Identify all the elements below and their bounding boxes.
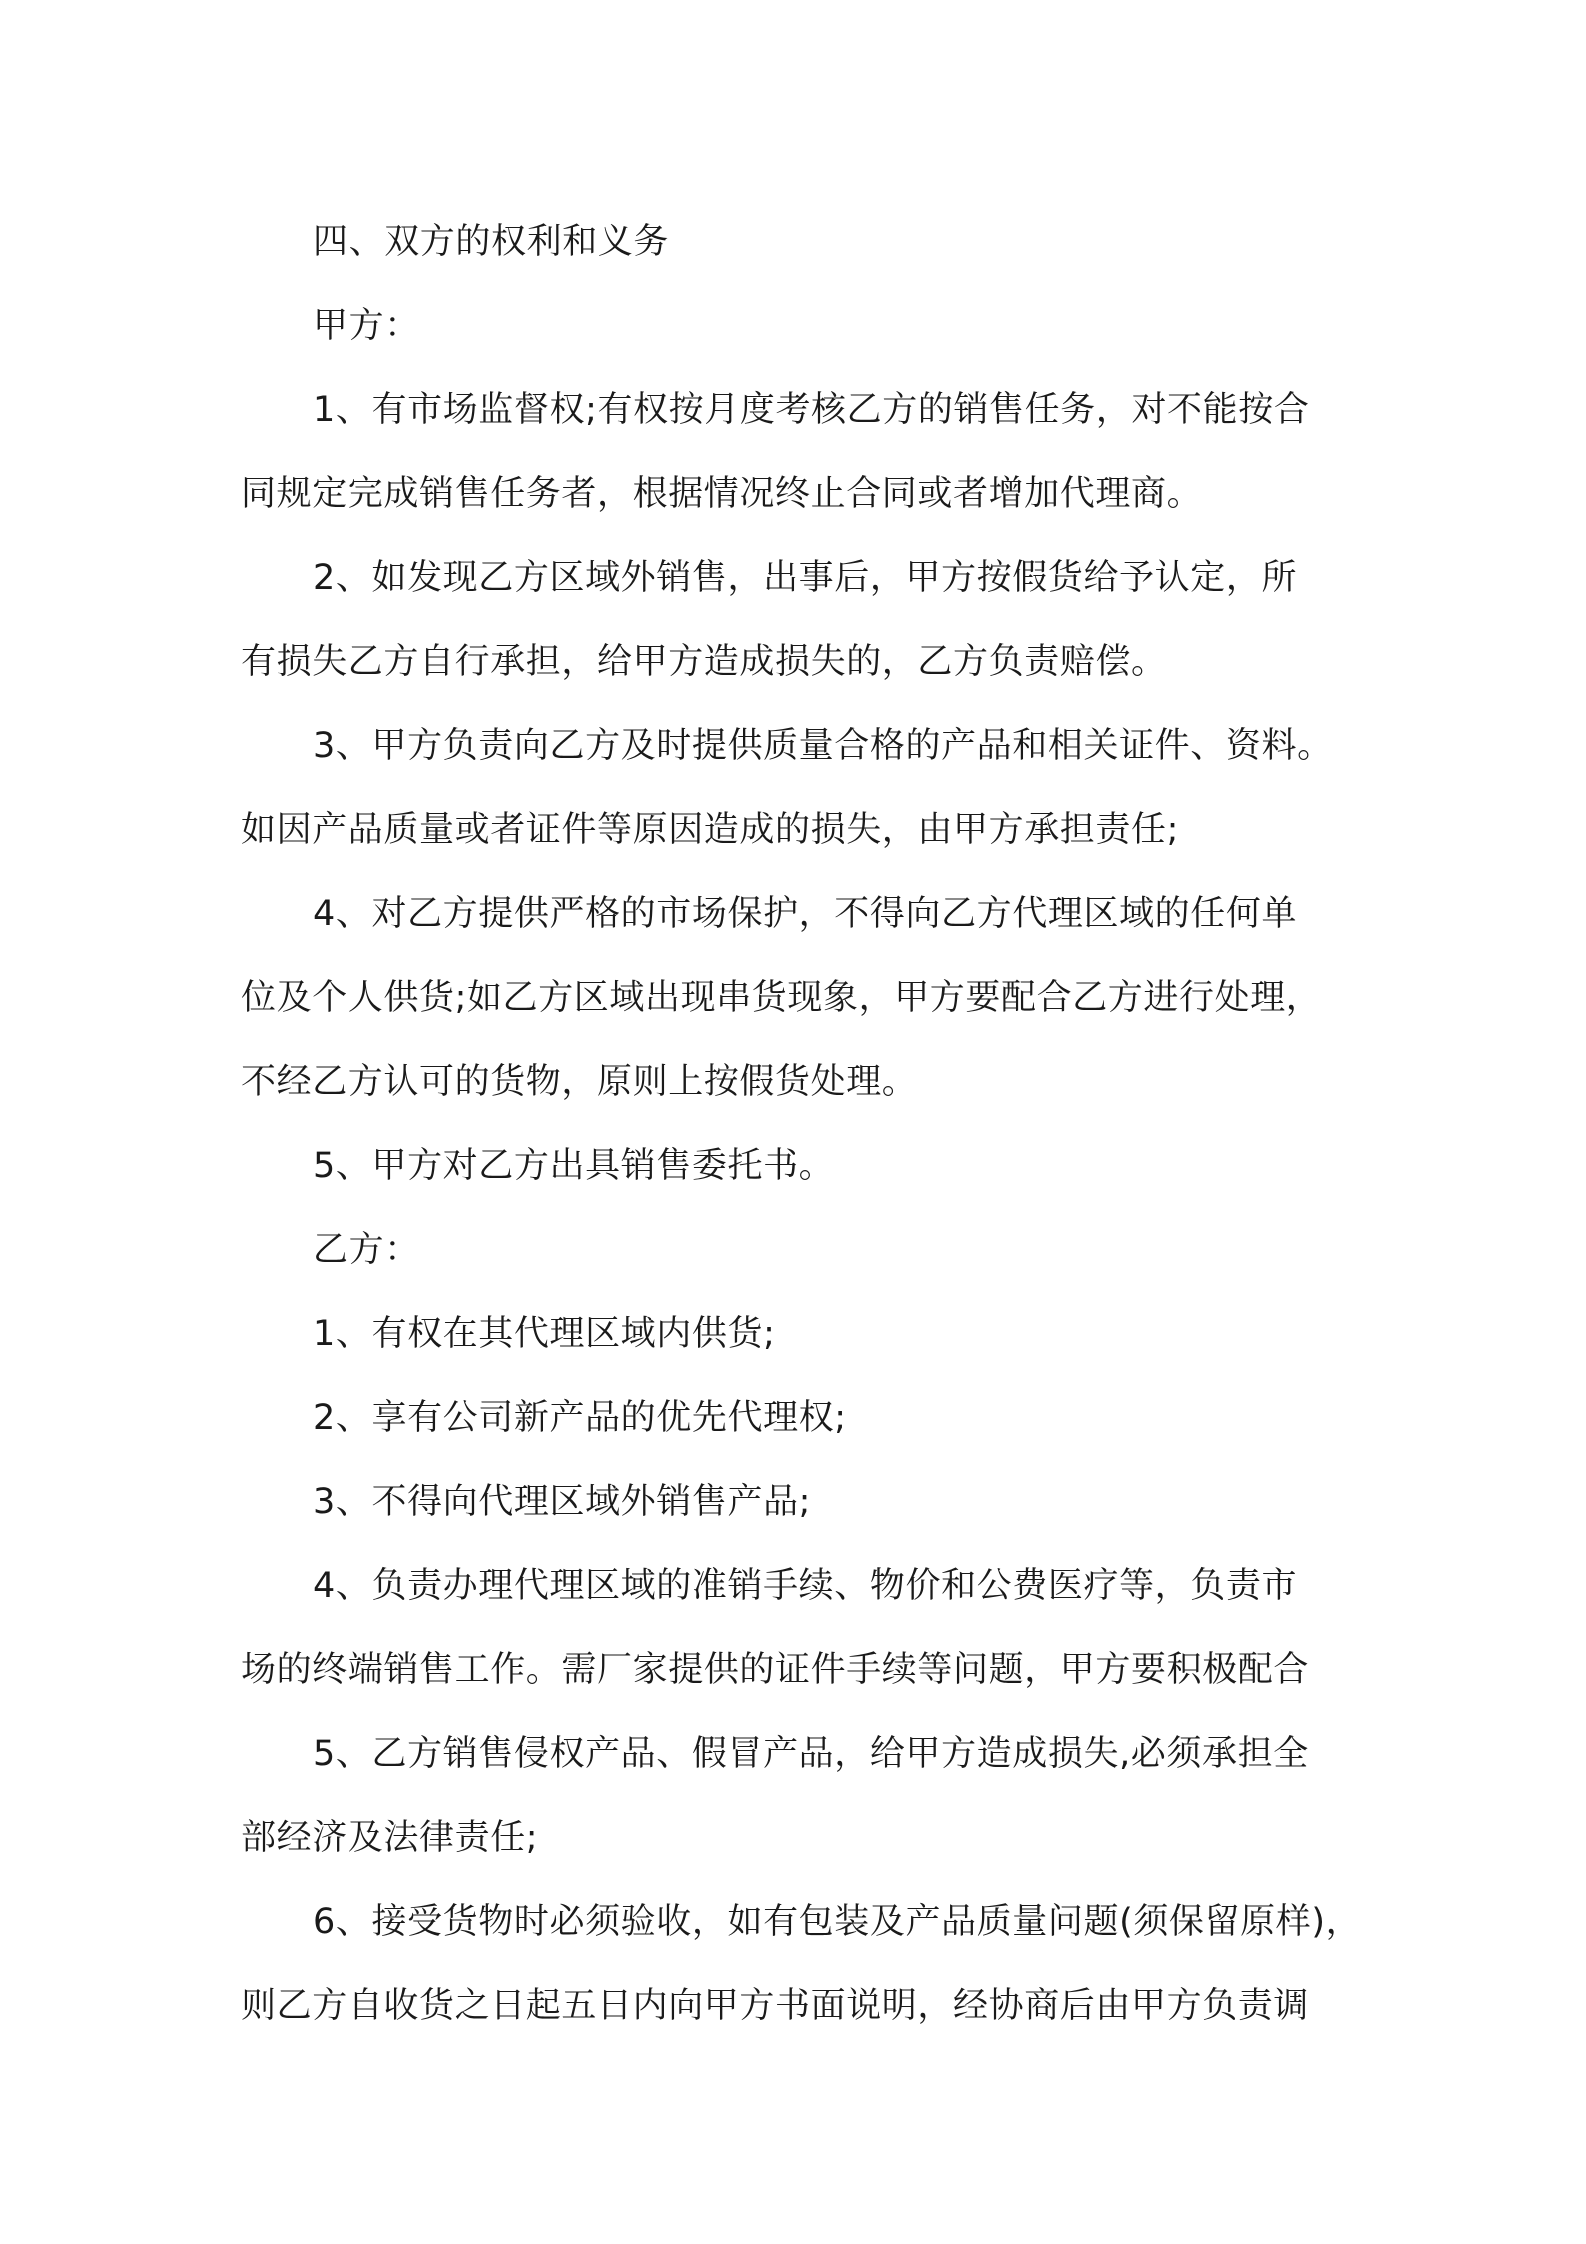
text-line: 则乙方自收货之日起五日内向甲方书面说明，经协商后由甲方负责调 xyxy=(241,1986,1310,2026)
document-body xyxy=(241,200,1371,2048)
text-line: 部经济及法律责任; xyxy=(241,1818,539,1858)
text-line: 1、有权在其代理区域内供货; xyxy=(313,1314,776,1354)
text-line: 5、乙方销售侵权产品、假冒产品，给甲方造成损失,必须承担全 xyxy=(313,1734,1309,1774)
section-heading: 四、双方的权利和义务 xyxy=(313,222,670,262)
text-line: 3、不得向代理区域外销售产品; xyxy=(313,1482,812,1522)
text-line: 场的终端销售工作。需厂家提供的证件手续等问题，甲方要积极配合 xyxy=(241,1650,1310,1690)
text-line: 2、如发现乙方区域外销售，出事后，甲方按假货给予认定，所 xyxy=(313,558,1298,598)
text-line: 3、甲方负责向乙方及时提供质量合格的产品和相关证件、资料。 xyxy=(313,726,1333,766)
text-line: 5、甲方对乙方出具销售委托书。 xyxy=(313,1146,835,1186)
text-line: 不经乙方认可的货物，原则上按假货处理。 xyxy=(241,1062,918,1102)
text-line: 4、对乙方提供严格的市场保护，不得向乙方代理区域的任何单 xyxy=(313,894,1298,934)
text-line: 有损失乙方自行承担，给甲方造成损失的，乙方负责赔偿。 xyxy=(241,642,1167,682)
text-line: 2、享有公司新产品的优先代理权; xyxy=(313,1398,847,1438)
text-line: 位及个人供货;如乙方区域出现串货现象，甲方要配合乙方进行处理， xyxy=(241,978,1322,1018)
text-line: 1、有市场监督权;有权按月度考核乙方的销售任务，对不能按合 xyxy=(313,390,1310,430)
text-line: 同规定完成销售任务者，根据情况终止合同或者增加代理商。 xyxy=(241,474,1203,514)
party-b-heading: 乙方： xyxy=(313,1230,420,1270)
text-line: 4、负责办理代理区域的准销手续、物价和公费医疗等，负责市 xyxy=(313,1566,1298,1606)
text-line: 6、接受货物时必须验收，如有包装及产品质量问题(须保留原样)， xyxy=(313,1902,1362,1942)
party-a-heading: 甲方： xyxy=(313,306,420,346)
text-line: 如因产品质量或者证件等原因造成的损失，由甲方承担责任; xyxy=(241,810,1179,850)
